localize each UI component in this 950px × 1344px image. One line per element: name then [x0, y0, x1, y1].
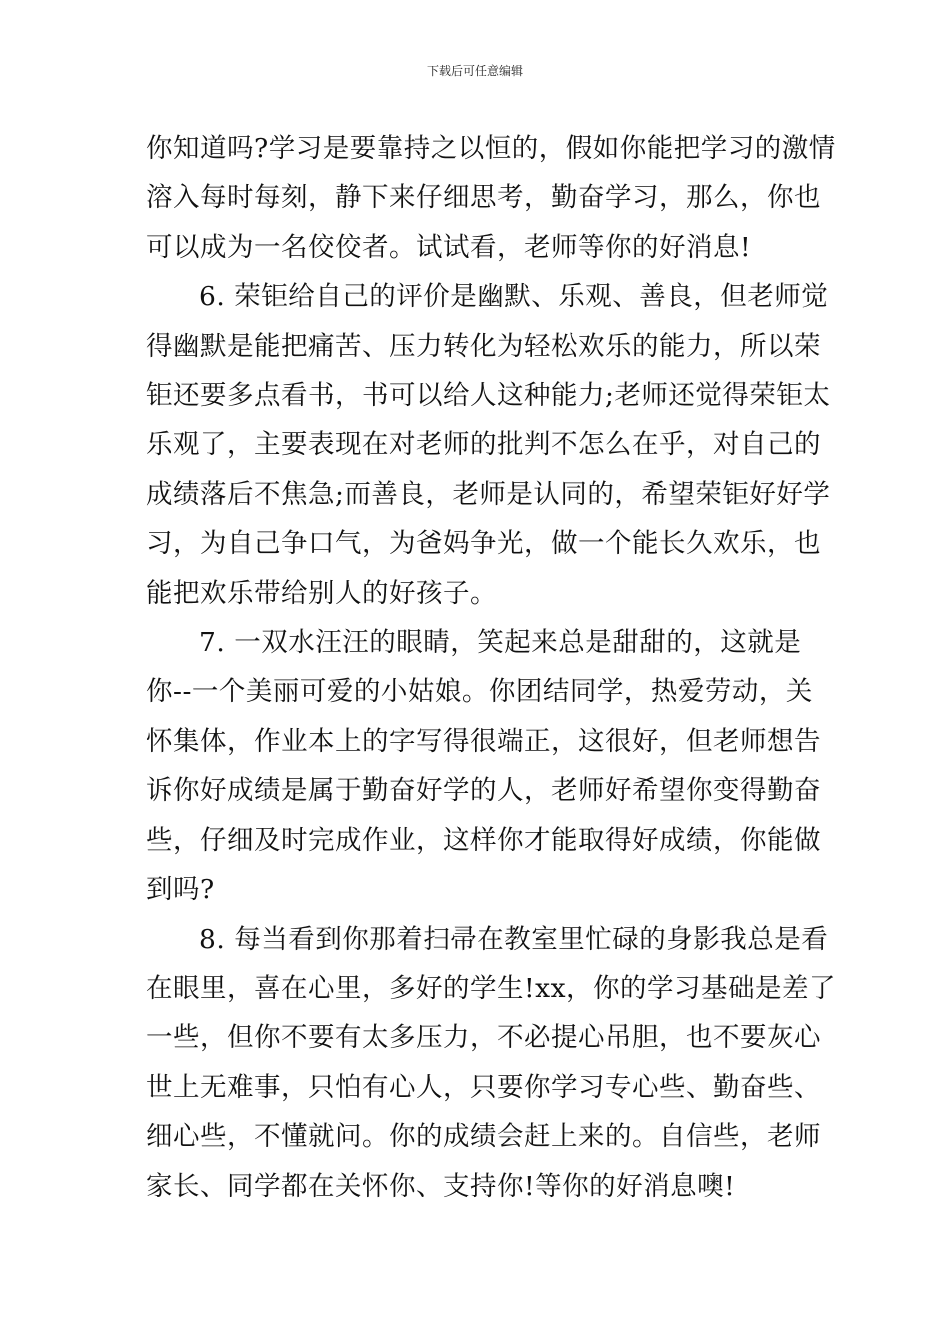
text-line: 诉你好成绩是属于勤奋好学的人，老师好希望你变得勤奋	[146, 775, 821, 807]
text-line: 8. 每当看到你那着扫帚在教室里忙碌的身影我总是看	[199, 923, 829, 955]
text-line: 溶入每时每刻，静下来仔细思考，勤奋学习，那么，你也	[146, 182, 821, 214]
text-line: 在眼里，喜在心里，多好的学生!xx，你的学习基础是差了	[146, 972, 837, 1004]
text-line: 家长、同学都在关怀你、支持你!等你的好消息噢!	[146, 1170, 736, 1202]
paragraph-6	[146, 272, 831, 618]
text-line: 成绩落后不焦急;而善良，老师是认同的，希望荣钜好好学	[146, 478, 831, 510]
text-line: 一些，但你不要有太多压力，不必提心吊胆，也不要灰心	[146, 1022, 821, 1054]
text-line: 世上无难事，只怕有心人，只要你学习专心些、勤奋些、	[146, 1071, 821, 1103]
text-line: 到吗?	[146, 874, 215, 906]
text-line: 些，仔细及时完成作业，这样你才能取得好成绩，你能做	[146, 824, 821, 856]
text-line: 你--一个美丽可爱的小姑娘。你团结同学，热爱劳动，关	[146, 676, 813, 708]
text-line: 可以成为一名佼佼者。试试看，老师等你的好消息!	[146, 231, 752, 263]
header-note: 下载后可任意编辑	[426, 64, 523, 78]
paragraph-1	[146, 124, 836, 272]
text-line: 能把欢乐带给别人的好孩子。	[146, 577, 497, 609]
document-body	[146, 124, 837, 1211]
text-line: 习，为自己争口气，为爸妈争光，做一个能长久欢乐，也	[146, 528, 821, 560]
text-line: 怀集体，作业本上的字写得很端正，这很好，但老师想告	[146, 725, 821, 757]
paragraph-7	[146, 618, 821, 914]
text-line: 6. 荣钜给自己的评价是幽默、乐观、善良，但老师觉	[199, 281, 829, 313]
text-line: 你知道吗?学习是要靠持之以恒的，假如你能把学习的激情	[146, 133, 836, 164]
text-line: 7. 一双水汪汪的眼睛，笑起来总是甜甜的，这就是	[199, 627, 802, 659]
text-line: 得幽默是能把痛苦、压力转化为轻松欢乐的能力，所以荣	[146, 330, 821, 362]
text-line: 钜还要多点看书，书可以给人这种能力;老师还觉得荣钜太	[146, 380, 831, 412]
text-line: 细心些，不懂就问。你的成绩会赶上来的。自信些，老师	[146, 1121, 821, 1153]
text-line: 乐观了，主要表现在对老师的批判不怎么在乎，对自己的	[146, 429, 821, 461]
paragraph-8	[146, 915, 837, 1211]
